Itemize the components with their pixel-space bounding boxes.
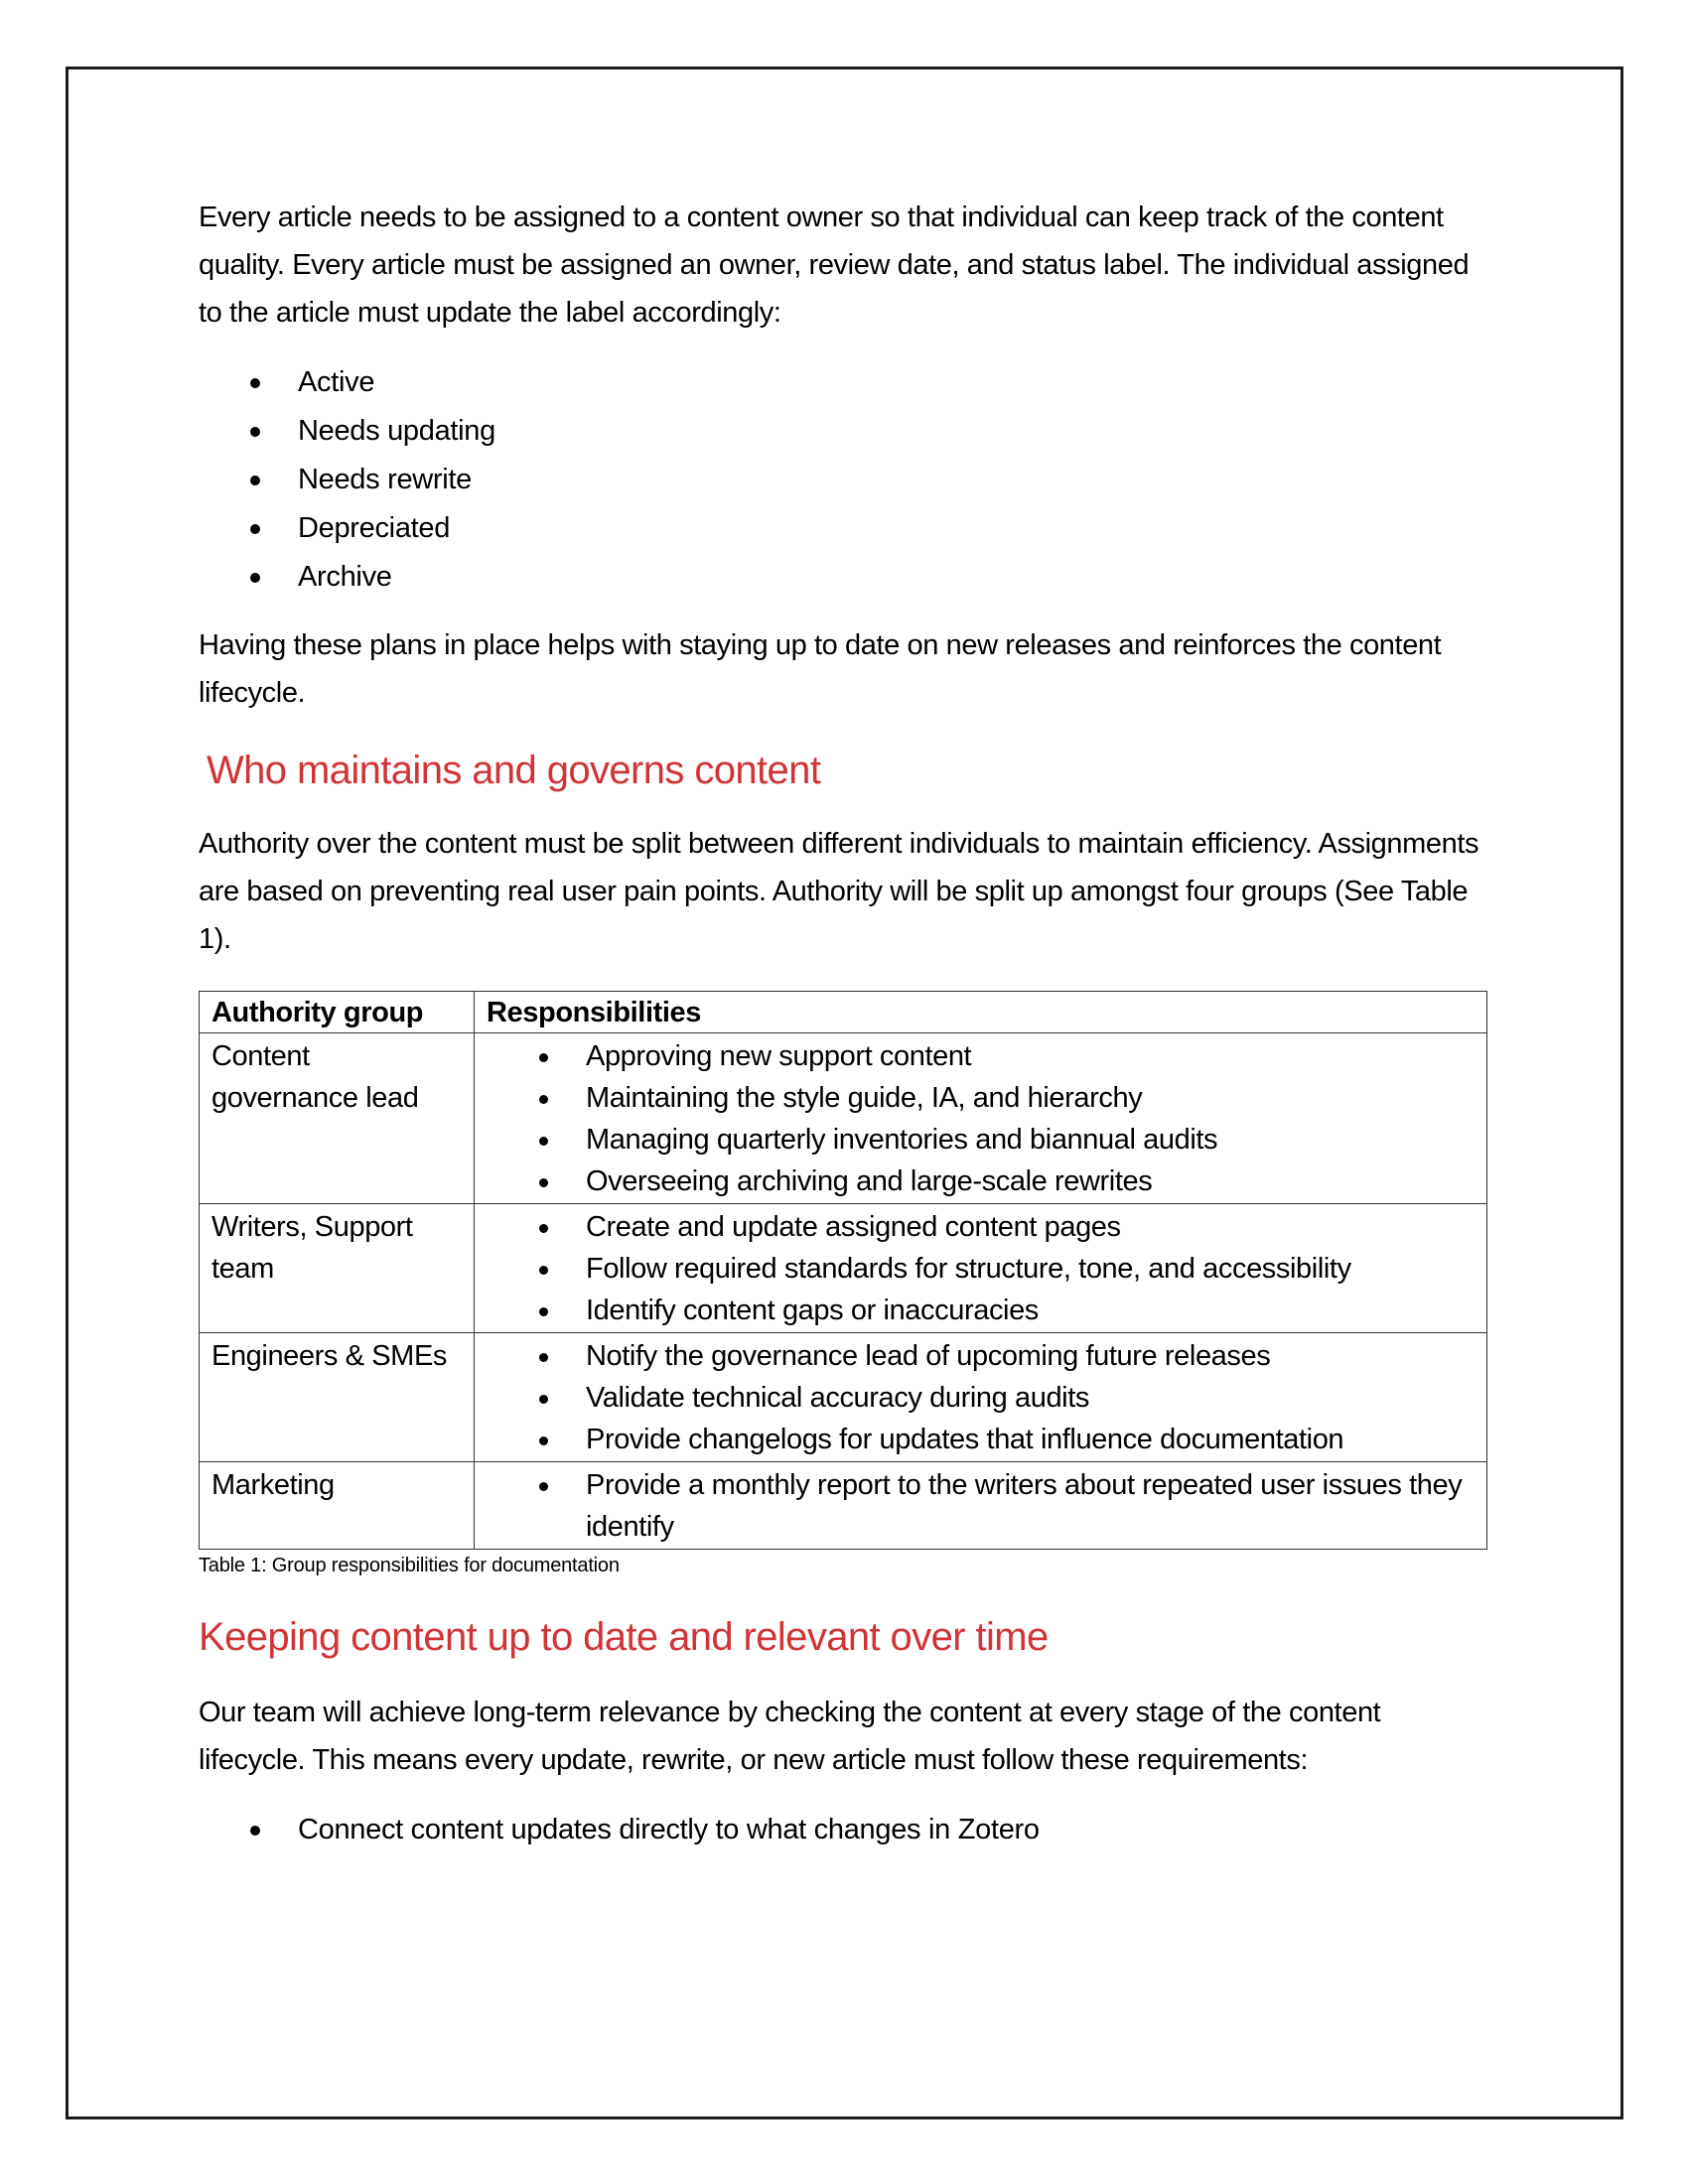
group-cell: Content governance lead bbox=[200, 1033, 475, 1204]
responsibilities-cell bbox=[475, 1333, 1487, 1462]
governance-paragraph: Authority over the content must be split between different individuals to maintain efficiency. Assignments are based on preventing real user pain points. Authority will be split up amongst four groups (See Table 1). bbox=[199, 828, 1479, 955]
responsibilities-cell bbox=[475, 1033, 1487, 1204]
list-item: Create and update assigned content pages bbox=[487, 1206, 1475, 1248]
responsibilities-cell bbox=[475, 1204, 1487, 1333]
list-item: Approving new support content bbox=[487, 1035, 1475, 1077]
header-authority-group: Authority group bbox=[200, 992, 475, 1033]
list-item: Needs rewrite bbox=[199, 456, 1489, 504]
responsibilities-table bbox=[199, 991, 1487, 1550]
list-item: Provide changelogs for updates that influence documentation bbox=[487, 1419, 1475, 1460]
group-cell: Marketing bbox=[200, 1462, 475, 1550]
list-item: Connect content updates directly to what changes in Zotero bbox=[199, 1806, 1489, 1854]
list-item: Active bbox=[199, 358, 1489, 407]
group-cell: Writers, Support team bbox=[200, 1204, 475, 1333]
intro-paragraph: Every article needs to be assigned to a content owner so that individual can keep track of the content quality. Every article must be assigned an owner, review date, and status label. The individual assigned to the article must update the label accordingly: bbox=[199, 202, 1470, 329]
group-cell: Engineers & SMEs bbox=[200, 1333, 475, 1462]
list-item: Archive bbox=[199, 553, 1489, 602]
table-row bbox=[200, 1204, 1487, 1333]
closing-paragraph: Having these plans in place helps with staying up to date on new releases and reinforces the content lifecycle. bbox=[199, 629, 1442, 709]
table-row bbox=[200, 1462, 1487, 1550]
list-item: Provide a monthly report to the writers about repeated user issues they identify bbox=[487, 1464, 1475, 1548]
list-item: Validate technical accuracy during audits bbox=[487, 1377, 1475, 1419]
responsibilities-cell bbox=[475, 1462, 1487, 1550]
list-item: Depreciated bbox=[199, 504, 1489, 553]
list-item: Maintaining the style guide, IA, and hierarchy bbox=[487, 1077, 1475, 1119]
section-heading-governance: Who maintains and governs content bbox=[207, 749, 821, 792]
list-item: Notify the governance lead of upcoming future releases bbox=[487, 1335, 1475, 1377]
list-item: Identify content gaps or inaccuracies bbox=[487, 1290, 1475, 1331]
section-heading-relevance: Keeping content up to date and relevant over time bbox=[199, 1615, 1049, 1659]
list-item: Managing quarterly inventories and biannual audits bbox=[487, 1119, 1475, 1160]
table-row bbox=[200, 1333, 1487, 1462]
list-item: Overseeing archiving and large-scale rewrites bbox=[487, 1160, 1475, 1202]
list-item: Needs updating bbox=[199, 407, 1489, 456]
status-label-list bbox=[199, 358, 1489, 602]
list-item: Follow required standards for structure, tone, and accessibility bbox=[487, 1248, 1475, 1290]
table-header-row bbox=[200, 992, 1487, 1033]
table-caption: Table 1: Group responsibilities for documentation bbox=[199, 1555, 620, 1576]
requirements-list bbox=[199, 1806, 1489, 1854]
relevance-paragraph: Our team will achieve long-term relevance by checking the content at every stage of the content lifecycle. This means every update, rewrite, or new article must follow these requirements: bbox=[199, 1697, 1381, 1776]
header-responsibilities: Responsibilities bbox=[475, 992, 1487, 1033]
document-body bbox=[199, 194, 1489, 1874]
table-row bbox=[200, 1033, 1487, 1204]
